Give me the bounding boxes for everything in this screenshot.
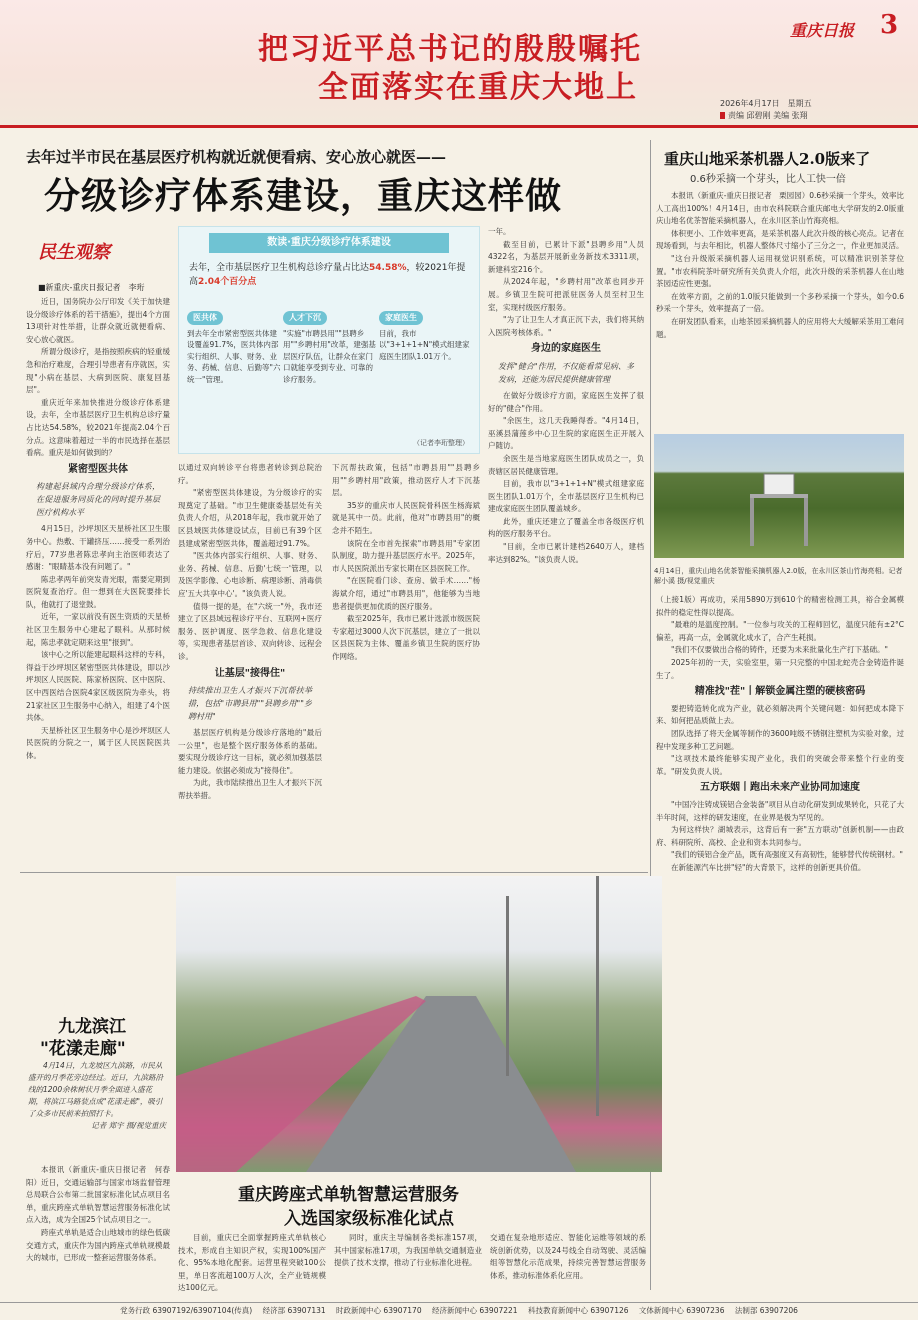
page-footer [0, 1302, 918, 1320]
paragraph: 团队选择了将天金属等制作的3600吨级不锈钢注塑机为实验对象，过程中发现多种工艺问题。 [656, 728, 904, 751]
paragraph: "这台升级版采摘机器人运用视觉识别系统，可以精准识别茶芽位置。"市农科院茶叶研究所有关负责人介绍，此次升级的采茶机器人在山地茶园适应性更强。 [656, 253, 904, 289]
photo-credit: 记者 郑宇 摄/视觉重庆 [91, 1121, 166, 1130]
editors-text: 责编 邱碧刚 美编 张翔 [728, 111, 808, 120]
street-lamp-icon [596, 876, 599, 1116]
jiulong-title-line2: "花漾走廊" [40, 1039, 126, 1059]
paragraph: "中国冷注铸成镁铝合金装备"项目从自动化研发到成果转化，只花了大半年时间，这样的研发速度，在业界是极为罕见的。 [656, 799, 904, 822]
riverside-road-photo [176, 876, 662, 1172]
jiulong-title-line1: 九龙滨江 [58, 1017, 126, 1037]
paragraph: 35岁的重庆市人民医院骨科医生杨海斌就是其中一员。此前，他对"市聘县用"的概念并不陌生。 [332, 500, 480, 535]
summary-value: 54.58% [369, 263, 407, 273]
paper-name-logo: 重庆日报 [790, 21, 855, 40]
tea-robot-illustration [654, 434, 904, 558]
pull-quote: 发挥"健合"作用，不仅能看常见病、多发病，还能为居民提供健康管理 [498, 361, 634, 384]
section-subhead: 紧密型医共体 [68, 463, 128, 475]
right-story-title: 重庆山地采茶机器人2.0版来了 [664, 150, 871, 168]
section-subhead: 精准找"茬"丨解锁金属注塑的硬核密码 [694, 686, 866, 698]
monorail-column-3 [334, 1232, 482, 1296]
masthead-slogan-line1: 把习近平总书记的殷殷嘱托 [258, 32, 642, 67]
paragraph: "余医生，这几天我睡得香。"4月14日，巫溪县蒲莲乡中心卫生院的家庭医生正开展入户随访。 [488, 416, 644, 451]
paragraph: 截至目前，已累计下派"县聘乡用"人员4322名，为基层开展新业务新技术3311项，新建科室216个。 [488, 239, 644, 274]
paragraph: 陈忠孝两年前突发青光眼，需要定期到医院复查治疗。但一想到在大医院要排长队，他就打了退堂鼓。 [26, 574, 170, 609]
paragraph: "最难的是温度控制。"一位参与攻关的工程师回忆，温度只能有±2°C偏差，再高一点，金属就化成水了，合产生耗损。 [656, 620, 904, 642]
section-subhead: 让基层"接得住" [214, 667, 286, 679]
paragraph: 本报讯（新重庆-重庆日报记者 栗园园）0.6秒采摘一个芽头，效率比人工高出100%！4月14日，由市农科院联合重庆邮电大学研发的2.0版重庆山地名优茶智能采摘机器人，在永川区茶山竹海亮相。 [656, 191, 904, 226]
caption-text: 4月14日，九龙坡区九滨路，市民从盛开的月季花旁边经过。近日，九滨路沿线的1200余株树状月季全面进入盛花期，将滨江马路装点成"花漾走廊"，吸引了众多市民前来拍照打卡。 [28, 1061, 163, 1118]
paragraph: 近日，国务院办公厅印发《关于加快建设分级诊疗体系的若干措施》，提出4个方面13项针对性举措，让群众就近就便看病、安心放心就医。 [26, 297, 170, 344]
paragraph: 天星桥社区卫生服务中心是沙坪坝区人民医院的分院之一，属于区人民医院医共体。 [26, 725, 170, 760]
paragraph: "我们的镁铝合金产品，既有高强度又有高韧性，能够替代传统钢材。" [671, 850, 903, 860]
paragraph: 余医生是当地家庭医生团队成员之一，负责辖区居民健康管理。 [488, 453, 644, 476]
robot-leg-icon [804, 496, 808, 546]
paragraph: 重庆近年来加快推进分级诊疗体系建设，去年，全市基层医疗卫生机构总诊疗量占比达54.58%，较2021年提高2.04个百分点。这意味着超过一半的市民选择在基层看病。重庆是如何做到的？ [26, 397, 170, 458]
issue-date: 2026年4月17日 星期五 [720, 99, 812, 108]
paragraph: 交通在复杂地形适应、智能化运维等领域的系统创新优势，以及24号线全自动驾驶、灵活编组等智慧化示范成果，持续完善智慧运营服务体系，推动标准体系化应用。 [490, 1233, 646, 1280]
paragraph: 在研发团队看来，山地茶园采摘机器人的应用将大大缓解采茶用工难问题。 [656, 316, 904, 339]
info-text: 目前，我市以"3+1+1+N"模式组建家庭医生团队1.01万个。 [379, 328, 470, 361]
robot-leg-icon [750, 496, 754, 546]
paragraph: "这项技术最终能够实现产业化，我们的突破会带来整个行业的变革。"研发负责人说。 [656, 754, 904, 776]
paragraph: 下沉帮扶政策，包括"市聘县用""县聘乡用""乡聘村用"政策，推动医疗人才下沉基层。 [332, 463, 480, 498]
main-story-column-4 [488, 226, 644, 868]
section-subhead: 五方联姻丨跑出未来产业协同加速度 [700, 782, 860, 794]
info-badge: 家庭医生 [379, 311, 423, 325]
paragraph: 截至2025年，我市已累计选派市级医院专家超过3000人次下沉基层，建立了一批以区县医院为主体、覆盖乡镇卫生院的医疗协作网络。 [332, 614, 480, 661]
monorail-title-line2: 入选国家级标准化试点 [284, 1209, 454, 1229]
monorail-column-4 [490, 1232, 646, 1296]
right-story-body-top [656, 190, 904, 428]
paragraph: "为了让卫生人才真正沉下去，我们将其纳入医院考核体系。" [488, 315, 644, 337]
main-story-column-2 [178, 462, 322, 868]
paragraph: "医共体内部实行组织、人事、财务、业务、药械、信息、后勤'七统一'管理，以及医学影像、心电诊断、病理诊断、消毒供应'五大共享中心'。"该负责人说。 [178, 551, 322, 598]
paragraph: （上接1版）再成功，采用5890万到610个的精密检测工具，裕合金属模拟件的稳定性得以提高。 [656, 595, 904, 617]
tea-robot-photo [654, 434, 904, 558]
footer-contact: 经济部 63907131 [262, 1306, 326, 1315]
monorail-title-line1: 重庆跨座式单轨智慧运营服务 [238, 1185, 459, 1205]
paragraph: 目前，我市以"3+1+1+N"模式组建家庭医生团队1.01万个，全市基层医疗卫生机构已建成家庭医生团队覆盖城乡。 [488, 479, 644, 514]
main-story-byline: ■新重庆-重庆日报记者 李珩 [38, 283, 145, 292]
right-story-body-bottom [656, 594, 904, 1294]
section-subhead: 身边的家庭医生 [531, 343, 601, 355]
jiulong-caption [28, 1050, 166, 1132]
robot-frame-icon [750, 494, 808, 498]
summary-text: 去年，全市基层医疗卫生机构总诊疗量占比达 [189, 263, 370, 273]
paragraph: 所谓分级诊疗，是指按照疾病的轻重缓急和治疗难度，合理引导患者有序就医，实现"小病在基层、大病到医院、康复回基层"。 [26, 347, 170, 395]
footer-contact: 时政新闻中心 63907170 [336, 1306, 422, 1315]
infographic-banner: 数读·重庆分级诊疗体系建设 [209, 233, 449, 253]
infographic-col-family-doctor [379, 311, 475, 362]
footer-contact: 科技教育新闻中心 63907126 [527, 1306, 629, 1315]
infographic-box [178, 226, 480, 454]
paragraph: 跨座式单轨是适合山地城市的绿色低碳交通方式，重庆作为国内跨座式单轨规模最大的城市，已形成一整套运营服务体系。 [26, 1227, 170, 1263]
info-text: "实施"市聘县用""县聘乡用""乡聘村用"改革，建强基层医疗队伍，让群众在家门口就能享受到专业、可靠的诊疗服务。 [283, 328, 376, 384]
pull-quote: 构建起县域内合理分级诊疗体系，在促进服务同质化的同时提升基层医疗机构水平 [36, 482, 160, 518]
paragraph: "在医院看门诊、查房、做手术……"杨海斌介绍，通过"市聘县用"，他能够为当地患者提供更加优质的医疗服务。 [332, 576, 480, 611]
paragraph: 此外，重庆还建立了覆盖全市各级医疗机构的医疗服务平台。 [488, 516, 644, 539]
monorail-column-2 [178, 1232, 326, 1296]
paragraph: 要把铸造转化成为产业，就必须解决两个关键问题：如何把成本降下来、如何把品质做上去。 [656, 703, 904, 726]
paragraph: "紧密型医共体建设，为分级诊疗的实现奠定了基础。"市卫生健康委基层处有关负责人介绍，从2018年起，我市就开始了区县域医共体建设试点，目前已有39个区县建成紧密型医共体，覆盖超过91.7%。 [178, 488, 322, 548]
riverside-road-illustration [176, 876, 662, 1172]
summary-text: ，较2021年提高 [189, 263, 466, 287]
main-story-column-1 [26, 296, 170, 868]
info-badge: 医共体 [187, 311, 223, 325]
paragraph: 为此，我市陆续推出卫生人才振兴下沉帮扶举措。 [178, 778, 322, 801]
paragraph: 一年。 [488, 227, 511, 236]
street-lamp-icon [506, 896, 509, 1076]
paragraph: 近年，一家以前没有医生资质的天星桥社区卫生服务中心建起了眼科。从那时候起，陈忠孝就定期来这里"报到"。 [26, 612, 170, 647]
paragraph: 从2024年起，"乡聘村用"改革也同步开展。乡镇卫生院可把派驻医务人员至村卫生室，实现村级医疗服务。 [488, 277, 644, 312]
footer-contact: 文体新闻中心 63907236 [638, 1306, 725, 1315]
main-story-kicker: 去年过半市民在基层医疗机构就近就便看病、安心放心就医—— [26, 148, 447, 166]
main-story-column-3 [332, 462, 480, 868]
infographic-summary [189, 261, 471, 289]
tea-robot-photo-caption: 4月14日，重庆山地名优茶智能采摘机器人2.0版，在永川区茶山竹海亮相。记者 解小溪 摄/视觉重庆 [654, 567, 903, 585]
paragraph: 以通过双向转诊平台将患者转诊到总院治疗。 [178, 463, 322, 485]
paragraph: 目前，重庆已全面掌握跨座式单轨核心技术，形成自主知识产权，实现100%国产化、95%本地化配套。运营里程突破100公里，单日客流超100万人次，全产业链规模达100亿元。 [178, 1233, 326, 1293]
paragraph: "目前，全市已累计建档2640万人，建档率达到82%。"该负责人说。 [488, 542, 644, 564]
infographic-col-talent [283, 311, 379, 385]
main-story-title: 分级诊疗体系建设，重庆这样做 [44, 175, 563, 217]
paragraph: 体积更小、工作效率更高，是采茶机器人此次升级的核心亮点。记者在现场看到，与去年相比，机器人整体尺寸缩小了三分之一，作业更加灵活。 [656, 228, 904, 251]
editors-line [720, 110, 808, 121]
summary-value: 2.04个百分点 [198, 277, 257, 287]
infographic-caption: （记者李珩整理） [413, 439, 469, 447]
masthead-slogan-line2: 全面落实在重庆大地上 [318, 70, 638, 105]
paragraph: 基层医疗机构是分级诊疗落地的"最后一公里"，也是整个医疗服务体系的基础。要实现分级诊疗这一目标，就必须加强基层能力建设。依据必须成为"接得住"。 [178, 728, 322, 775]
right-story-subtitle: 0.6秒采摘一个芽头，比人工快一倍 [690, 174, 846, 185]
section-divider [20, 872, 648, 873]
infographic-col-community-health [187, 311, 283, 385]
footer-contact: 经济新闻中心 63907221 [432, 1306, 518, 1315]
footer-contact: 党务行政 63907192/63907104(传真) [120, 1306, 253, 1315]
paragraph: 本报讯（新重庆-重庆日报记者 何春阳）近日，交通运输部与国家市场监督管理总局联合公布第二批国家标准化试点项目名单，重庆跨座式单轨智慧运营服务标准化试点入选，成为全国25个试点项目之一。 [26, 1165, 170, 1225]
column-tag: 民生观察 [38, 242, 110, 263]
pull-quote: 持续推出卫生人才振兴下沉帮扶举措，包括"市聘县用""县聘乡用""乡聘村用" [188, 686, 312, 722]
page-number: 3 [880, 10, 899, 40]
paragraph: 值得一提的是，在"六统一"外，我市还建立了区县域远程诊疗平台、互联网+医疗服务、医护调度、医学急救、信息化建设等，实现患者基层首诊、双向转诊、远程会诊。 [178, 601, 322, 661]
info-text: 到去年全市紧密型医共体建设覆盖91.7%，医共体内部实行组织、人事、财务、业务、药械、信息、后勤等"六统一"管理。 [187, 328, 281, 384]
paragraph: 2025年初的一天，实验室里，第一只完整的中国北蛇壳合金铸造件诞生了。 [656, 657, 904, 680]
footer-contact: 法制部 63907206 [734, 1306, 798, 1315]
paragraph: 该中心之所以能建起眼科这样的专科，得益于沙坪坝区紧密型医共体建设，即以沙坪坝区人民医院、陈家桥医院、区中医院、区中西医结合医院4家区级医院为牵头，将21家社区卫生服务中心纳入，组建了4个医共体。 [26, 650, 170, 723]
info-badge: 人才下沉 [283, 311, 327, 325]
robot-body-icon [764, 474, 794, 496]
paragraph: 在效率方面，之前的1.0版只能做到一个多秒采摘一个芽头，如今0.6秒采一个芽头，效率提高了一倍。 [656, 291, 904, 314]
paragraph: 同时，重庆主导编制各类标准157项，其中国家标准17项，为我国单轨交通制造业提供了技术支撑，推动了行业标准化进程。 [334, 1233, 482, 1268]
paragraph: 4月15日，沙坪坝区天星桥社区卫生服务中心。热敷、干罐挤压……接受一系列治疗后，77岁患者陈忠孝向主治医师表达了感谢："眼睛基本没有问题了。" [26, 524, 170, 572]
paragraph: 为何这样快？湖城表示，这背后有一套"五方联动"创新机制——由政府、科研院所、高校、企业和资本共同参与。 [656, 825, 904, 847]
monorail-column-1 [26, 1164, 170, 1298]
paragraph: "我们不仅要做出合格的铸件，还要为未来批量化生产打下基础。" [671, 645, 888, 655]
paragraph: 在新能源汽车比拼"轻"的大背景下，这样的创新更具价值。 [671, 862, 866, 872]
paragraph: 该院在全市首先探索"市聘县用"专家团队制度，助力提升基层医疗水平。2025年，市人民医院派出专家长期在区县医院工作。 [332, 538, 480, 573]
editor-marker-icon [720, 112, 725, 119]
paragraph: 在做好分级诊疗方面，家庭医生发挥了很好的"健合"作用。 [488, 390, 644, 413]
